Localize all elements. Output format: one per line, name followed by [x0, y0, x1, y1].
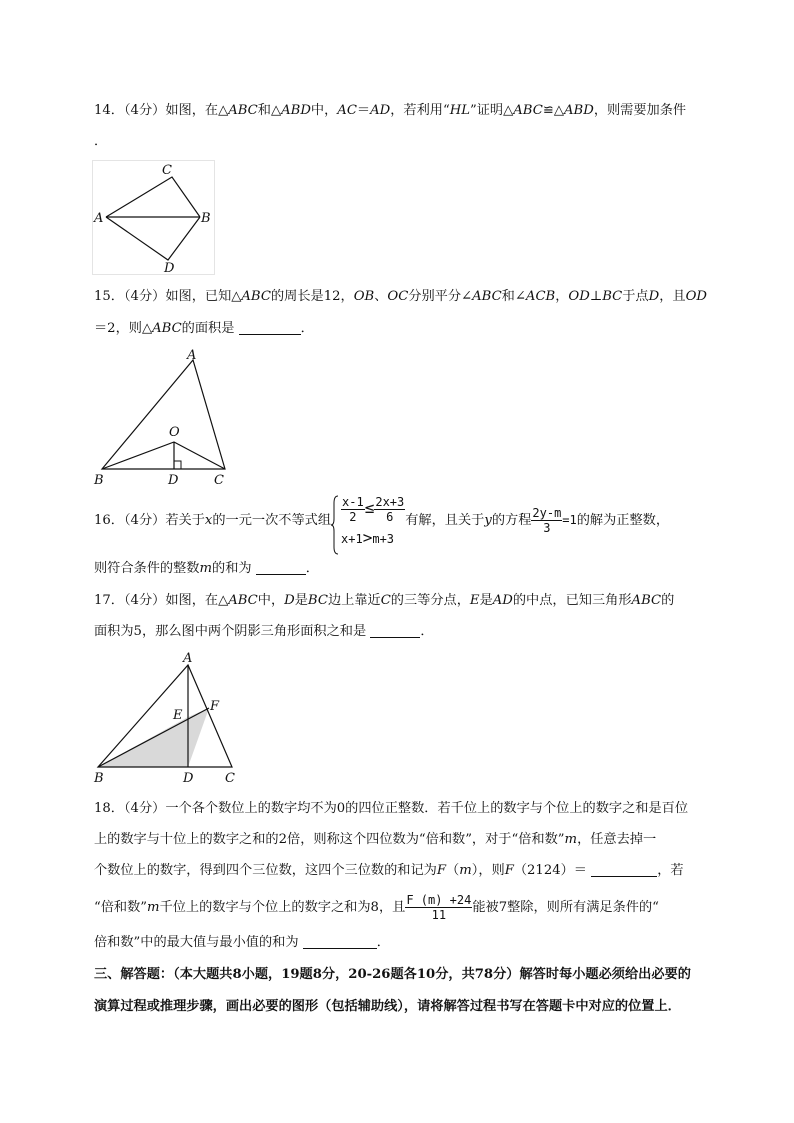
- q17-line1: 17．（4分）如图，在△ABC中，D是BC边上靠近C的三等分点，E是AD的中点，已知三角形ABC的: [94, 593, 675, 608]
- q16-line2: 则符合条件的整数m的和为 ．: [94, 561, 319, 576]
- label-a: A: [183, 651, 193, 666]
- q15-line1: 15．（4分）如图，已知△ABC的周长是12，OB、OC分别平分∠ABC和∠ACB，OD⊥BC于点D，且OD: [94, 289, 707, 304]
- q14-line1: 14．（4分）如图，在△ABC和△ABD中，AC＝AD，若利用“HL”证明△ABC≌△ABD，则需要加条件: [94, 103, 687, 118]
- answer-blank[interactable]: [370, 624, 420, 638]
- section3-heading-line1: 三、解答题：（本大题共8小题，19题8分，20-26题各10分，共78分）解答时每小题必须给出必要的: [94, 967, 691, 982]
- label-f: F: [210, 699, 220, 714]
- triangle-abd: [106, 217, 200, 260]
- answer-blank[interactable]: [591, 863, 657, 877]
- q18-line5: 倍和数”中的最大值与最小值的和为 ．: [94, 935, 390, 950]
- q18-line4: “倍和数”m千位上的数字与个位上的数字之和为8，且 $\frac{F (m) +24}{11}$ 能被7整除，则所有满足条件的“: [94, 893, 659, 922]
- triangle-abc: [102, 360, 225, 469]
- q18-line3: 个数位上的数字，得到四个三位数，这四个三位数的和记为F（m），则F（2124）＝ ，若: [94, 863, 684, 878]
- label-c: C: [225, 771, 235, 786]
- answer-blank[interactable]: [256, 561, 306, 575]
- q16-line1: 16．（4分）若关于x的一元一次不等式组 $\frac{x-1}{2}$ ≤ $\frac{2x+3}{6}$ x+1>m+3 有解，且关于y的方程 $\frac{2y-m}{3}$ =1的解为正整数，: [94, 490, 669, 551]
- label-b: B: [94, 771, 104, 786]
- q15-figure: [92, 345, 237, 487]
- right-angle-mark: [174, 461, 181, 469]
- q15-line2: ＝2，则△ABC的面积是 ．: [94, 321, 314, 336]
- f-fraction: $\frac{F (m) +24}{11}$: [406, 893, 472, 922]
- q14-figure: [92, 160, 216, 276]
- label-b: B: [94, 473, 104, 487]
- brace-icon: [331, 495, 339, 555]
- equation-fraction: $\frac{2y-m}{3}$: [532, 506, 562, 535]
- inequality-row-1: $\frac{x-1}{2}$ ≤ $\frac{2x+3}{6}$: [342, 494, 405, 524]
- answer-blank[interactable]: [239, 321, 301, 335]
- label-c: C: [214, 473, 224, 487]
- inequality-system: [331, 495, 405, 547]
- answer-blank[interactable]: [303, 935, 377, 949]
- q18-line2: 上的数字与十位上的数字之和的2倍，则称这个四位数为“倍和数”，对于“倍和数”m，任意去掉一: [94, 832, 657, 847]
- triangle-abc: [106, 177, 200, 217]
- label-d: D: [168, 473, 179, 487]
- q14-line2: ．: [94, 134, 108, 149]
- label-d: D: [183, 771, 194, 786]
- q17-figure: [92, 648, 242, 786]
- label-a: A: [187, 348, 197, 363]
- inequality-row-2: x+1>m+3: [341, 527, 395, 547]
- q18-line1: 18．（4分）一个各个数位上的数字均不为0的四位正整数．若千位上的数字与个位上的数字之和是百位: [94, 801, 689, 816]
- label-c: C: [162, 163, 172, 178]
- label-o: O: [169, 425, 180, 440]
- section3-heading-line2: 演算过程或推理步骤，画出必要的图形（包括辅助线），请将解答过程书写在答题卡中对应的位置上．: [94, 999, 681, 1014]
- q17-line2: 面积为5，那么图中两个阴影三角形面积之和是 ．: [94, 624, 434, 639]
- label-e: E: [173, 708, 183, 723]
- label-a: A: [94, 211, 104, 226]
- label-d: D: [164, 261, 175, 276]
- label-b: B: [201, 211, 211, 226]
